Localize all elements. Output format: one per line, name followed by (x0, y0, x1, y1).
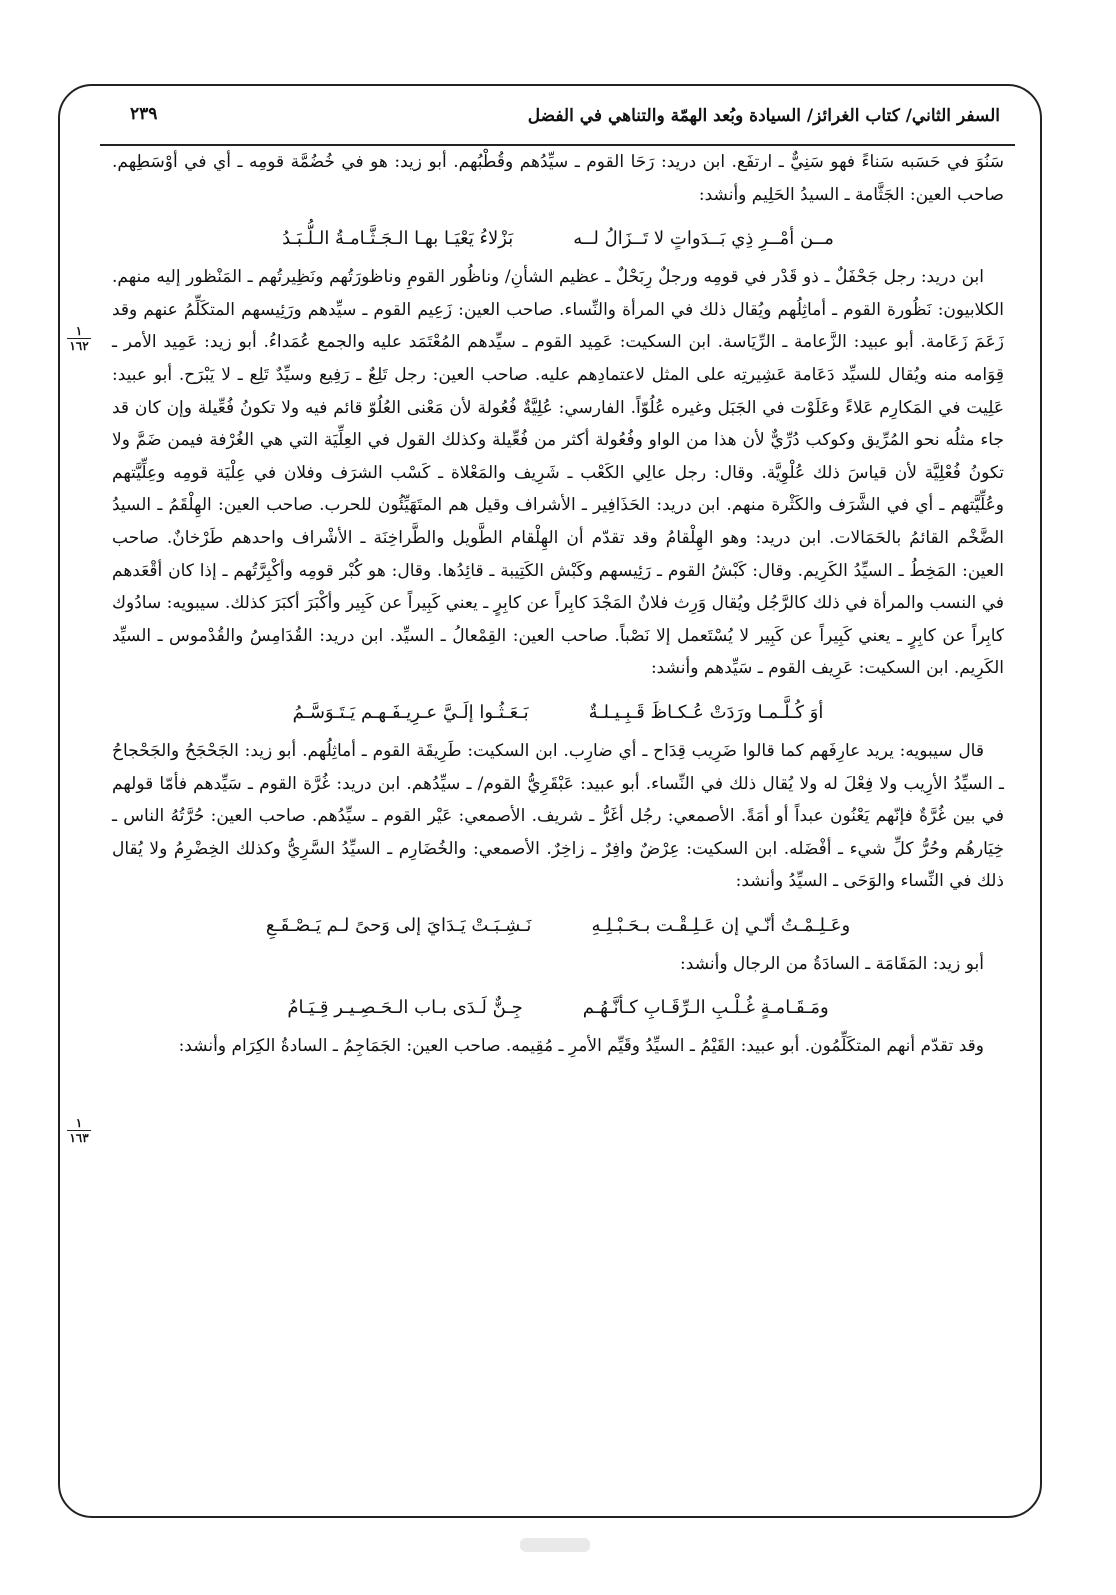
verse-first-hemistich: وعَـلِـمْـتُ أنّـي إن عَـلِـقْـت بـحَـبْـلِـهِ (591, 914, 851, 936)
verse-first-hemistich: مــن أمْــرِ ذِي بَــدَواتٍ لا تَــزَالُ لــه (573, 228, 834, 250)
margin-folio-note (64, 1117, 94, 1144)
margin-note-numerator: ١ (75, 1116, 83, 1130)
verse-first-hemistich: ومَـقَـامـةٍ غُـلْـبِ الـرِّقَـابِ كـأنَّـهُـم (582, 997, 829, 1019)
paragraph: قال سيبويه: يريد عارِفَهم كما قالوا ضَرِيب قِدَاح ـ أي ضارِب. ابن السكيت: طَرِيقَة القوم ـ أماثِلُهم. أبو زيد: الجَحْجَحُ والجَحْجاحُ ـ السيِّدُ الأرِيب ولا فِعْلَ له ولا يُقال ذلك في النِّساء. أبو عبيد: عَبْقَرِيُّ القوم/ ـ سيِّدُهم. ابن دريد: غُرَّة القوم ـ سَيِّدهم فأمّا قولهم في بين غُرَّةٌ فإنّهم يَعْنُون عبداً أو أمَةً. الأصمعي: رجُل أغَرُّ ـ شريف. الأصمعي: عَيْر القوم ـ سيِّدُهم. صاحب العين: حُرَّتُهُ الناس ـ خِيَارهُم وحُرُّ كلِّ شيء ـ أفْضَله. ابن السكيت: عِرْضٌ وافِرٌ ـ زاخِرٌ. الأصمعي: والخُضَارِم ـ السيِّدُ السَّرِيُّ وكذلك الخِضْرِمُ ولا يُقال ذلك في النِّساء والوَحَى ـ السيِّدُ وأنشد: (112, 740, 1004, 892)
verse-second-hemistich: نَـشِـبَـتْ يَـدَايَ إلى وَحىً لـم يَـصْـقَـعِ (265, 914, 532, 936)
margin-note-denominator: ١٦٢ (69, 339, 89, 353)
paragraph: ابن دريد: رجل جَحْفَلٌ ـ ذو قَدْر في قومِه ورجلٌ رِبَحْلٌ ـ عظيم الشأنِ/ وناظُور القومِ وناظورَتُهم ونَظِيرتُهم ـ المَنْظور إليه منهم. الكلابيون: نَظُورة القوم ـ أماثِلُهم ويُقال ذلك في المرأة والنِّساء. صاحب العين: زَعِيم القوم ـ سيِّدهم ورَئِيسهم المتكَلِّمُ عنهم وقد زَعَمَ زَعَامة. أبو عبيد: الزَّعامة ـ الرِّيَاسة. ابن السكيت: عَمِيد القوم ـ سيِّدهم المُعْتَمَد عليه والجمع عُمَداءُ. أبو زيد: عَمِيد الأمر ـ قِوَامه منه ويُقال للسيِّد دَعَامة عَشِيرتِه على المثل لاعتمادِهم عليه. صاحب العين: رجل تَلِعٌ ـ رَفِيع وسيِّدٌ تَلِع ـ لا يَبْرَح. أبو عبيد: عَلِيت في المَكارِم عَلاءً وعَلَوْت في الجَبَل وغيره عُلُوّاً. الفارسي: عُلِيَّةٌ فُعُولة لأن مَعْنى العُلُوّ قائم فيه ولا تكونُ فُعِّيلة وإن كان قد جاء مثلُه نحو المُرِّيق وكوكب دُرِّيٌّ لأن هذا من الواو وفُعُولة أكثر من فُعِّيلة وكذلك القول في العِلِّيَة التي هي الغُرْفة فيمن ضَمَّ ولا تكونُ فُعْلِيَّة لأن قياسَ ذلك عُلْوِيَّة. وقال: رجل عالِي الكَعْب ـ شَرِيف والمَعْلاة ـ كَسْب الشرَف وفلان في عِلْيَة قومِه وعِلِّيَّتهم وعُلِّيَّتهم ـ أي في الشَّرَف والكَثْرة منهم. ابن دريد: الحَذَافِير ـ الأشراف وقيل هم المتَهَيِّئُون للحرب. صاحب العين: الهِلْقَمُ ـ السيدُ الضَّخْم القائمُ بالحَمَالات. ابن دريد: وهو الهِلْقامُ وقد تقدّم أن الهِلْقام الطَّويل والطَّراخِنَة ـ الأشْراف واحدهم طَرْخانٌ. صاحب العين: المَخِطُ ـ السيِّدُ الكَرِيم. وقال: كَبْشُ القوم ـ رَئِيسهم وكَبْش الكَتِيبة ـ قائِدُها. وقال: هو كُبْر قومِه وأكْبِرَّتُهم ـ إذا كان أقْعَدهم في النسب والمرأة في ذلك كالرَّجُل ويُقال وَرِث فلانٌ المَجْدَ كابِراً عن كابِرٍ ـ يعني كَبِيراً عن كَبِير وأكْبَرَ أكبَرَ كذلك. سيبويه: سادُوك كابِراً عن كابِرٍ ـ يعني كَبِيراً عن كَبِير لا يُسْتَعمل إلا نَصْباً. صاحب العين: القِمْعالُ ـ السيِّد. ابن دريد: القُدَامِسُ والقُدْموس ـ السيِّد الكَرِيم. ابن السكيت: عَرِيف القوم ـ سَيِّدهم وأنشد: (112, 267, 1004, 679)
verse-first-hemistich: أوَ كُـلَّـمـا ورَدَتْ عُـكـاظَ قَـبِـيـلـةٌ (588, 701, 824, 723)
paragraph: وقد تقدّم أنهم المتكَلِّمُون. أبو عبيد: القَيْمُ ـ السيِّدُ وقَيِّم الأمرِ ـ مُقِيمه. صاحب العين: الجَمَاجِمُ ـ السادةُ الكِرَام وأنشد: (178, 1036, 984, 1057)
verse-second-hemistich: جِـنٌّ لَـدَى بـاب الـحَـصِـيـر قِـيَـامُ (287, 997, 523, 1019)
verse-line (112, 223, 1004, 255)
running-head: السفر الثاني/ كتاب الغرائز/ السيادة وبُعد الهمّة والتناهي في الفضل (527, 106, 1000, 126)
paragraph: سَنُوَ في حَسَبه سَناءً فهو سَنِيٌّ ـ ارتفَع. ابن دريد: رَحَا القوم ـ سيِّدُهم وقُطْبُهم. أبو زيد: هو في خُضُمَّة قومِه ـ أي في أوْسَطِهم. صاحب العين: الجَثَّامة ـ السيدُ الحَلِيم وأنشد: (112, 152, 1004, 205)
verse-line (112, 992, 1004, 1024)
margin-note-denominator: ١٦٣ (69, 1131, 89, 1145)
scan-smudge (520, 1538, 590, 1552)
page-header (100, 100, 1000, 140)
page-number: ٢٣٩ (130, 104, 158, 124)
verse-line (112, 697, 1004, 729)
page-body (112, 146, 1004, 1063)
margin-folio-note (64, 325, 94, 352)
verse-line (112, 910, 1004, 942)
verse-second-hemistich: بَزْلاءُ يَعْيَـا بهـا الـجَـثَّـامـةُ الـلُّـبَـدُ (282, 228, 514, 250)
verse-second-hemistich: بَـعَـثُـوا إلَـيَّ عـرِيـفَـهـم يَـتَـوَسَّـمُ (292, 701, 529, 723)
margin-note-numerator: ١ (75, 324, 83, 338)
paragraph: أبو زيد: المَقَامَة ـ السادَةُ من الرجال وأنشد: (680, 953, 984, 974)
